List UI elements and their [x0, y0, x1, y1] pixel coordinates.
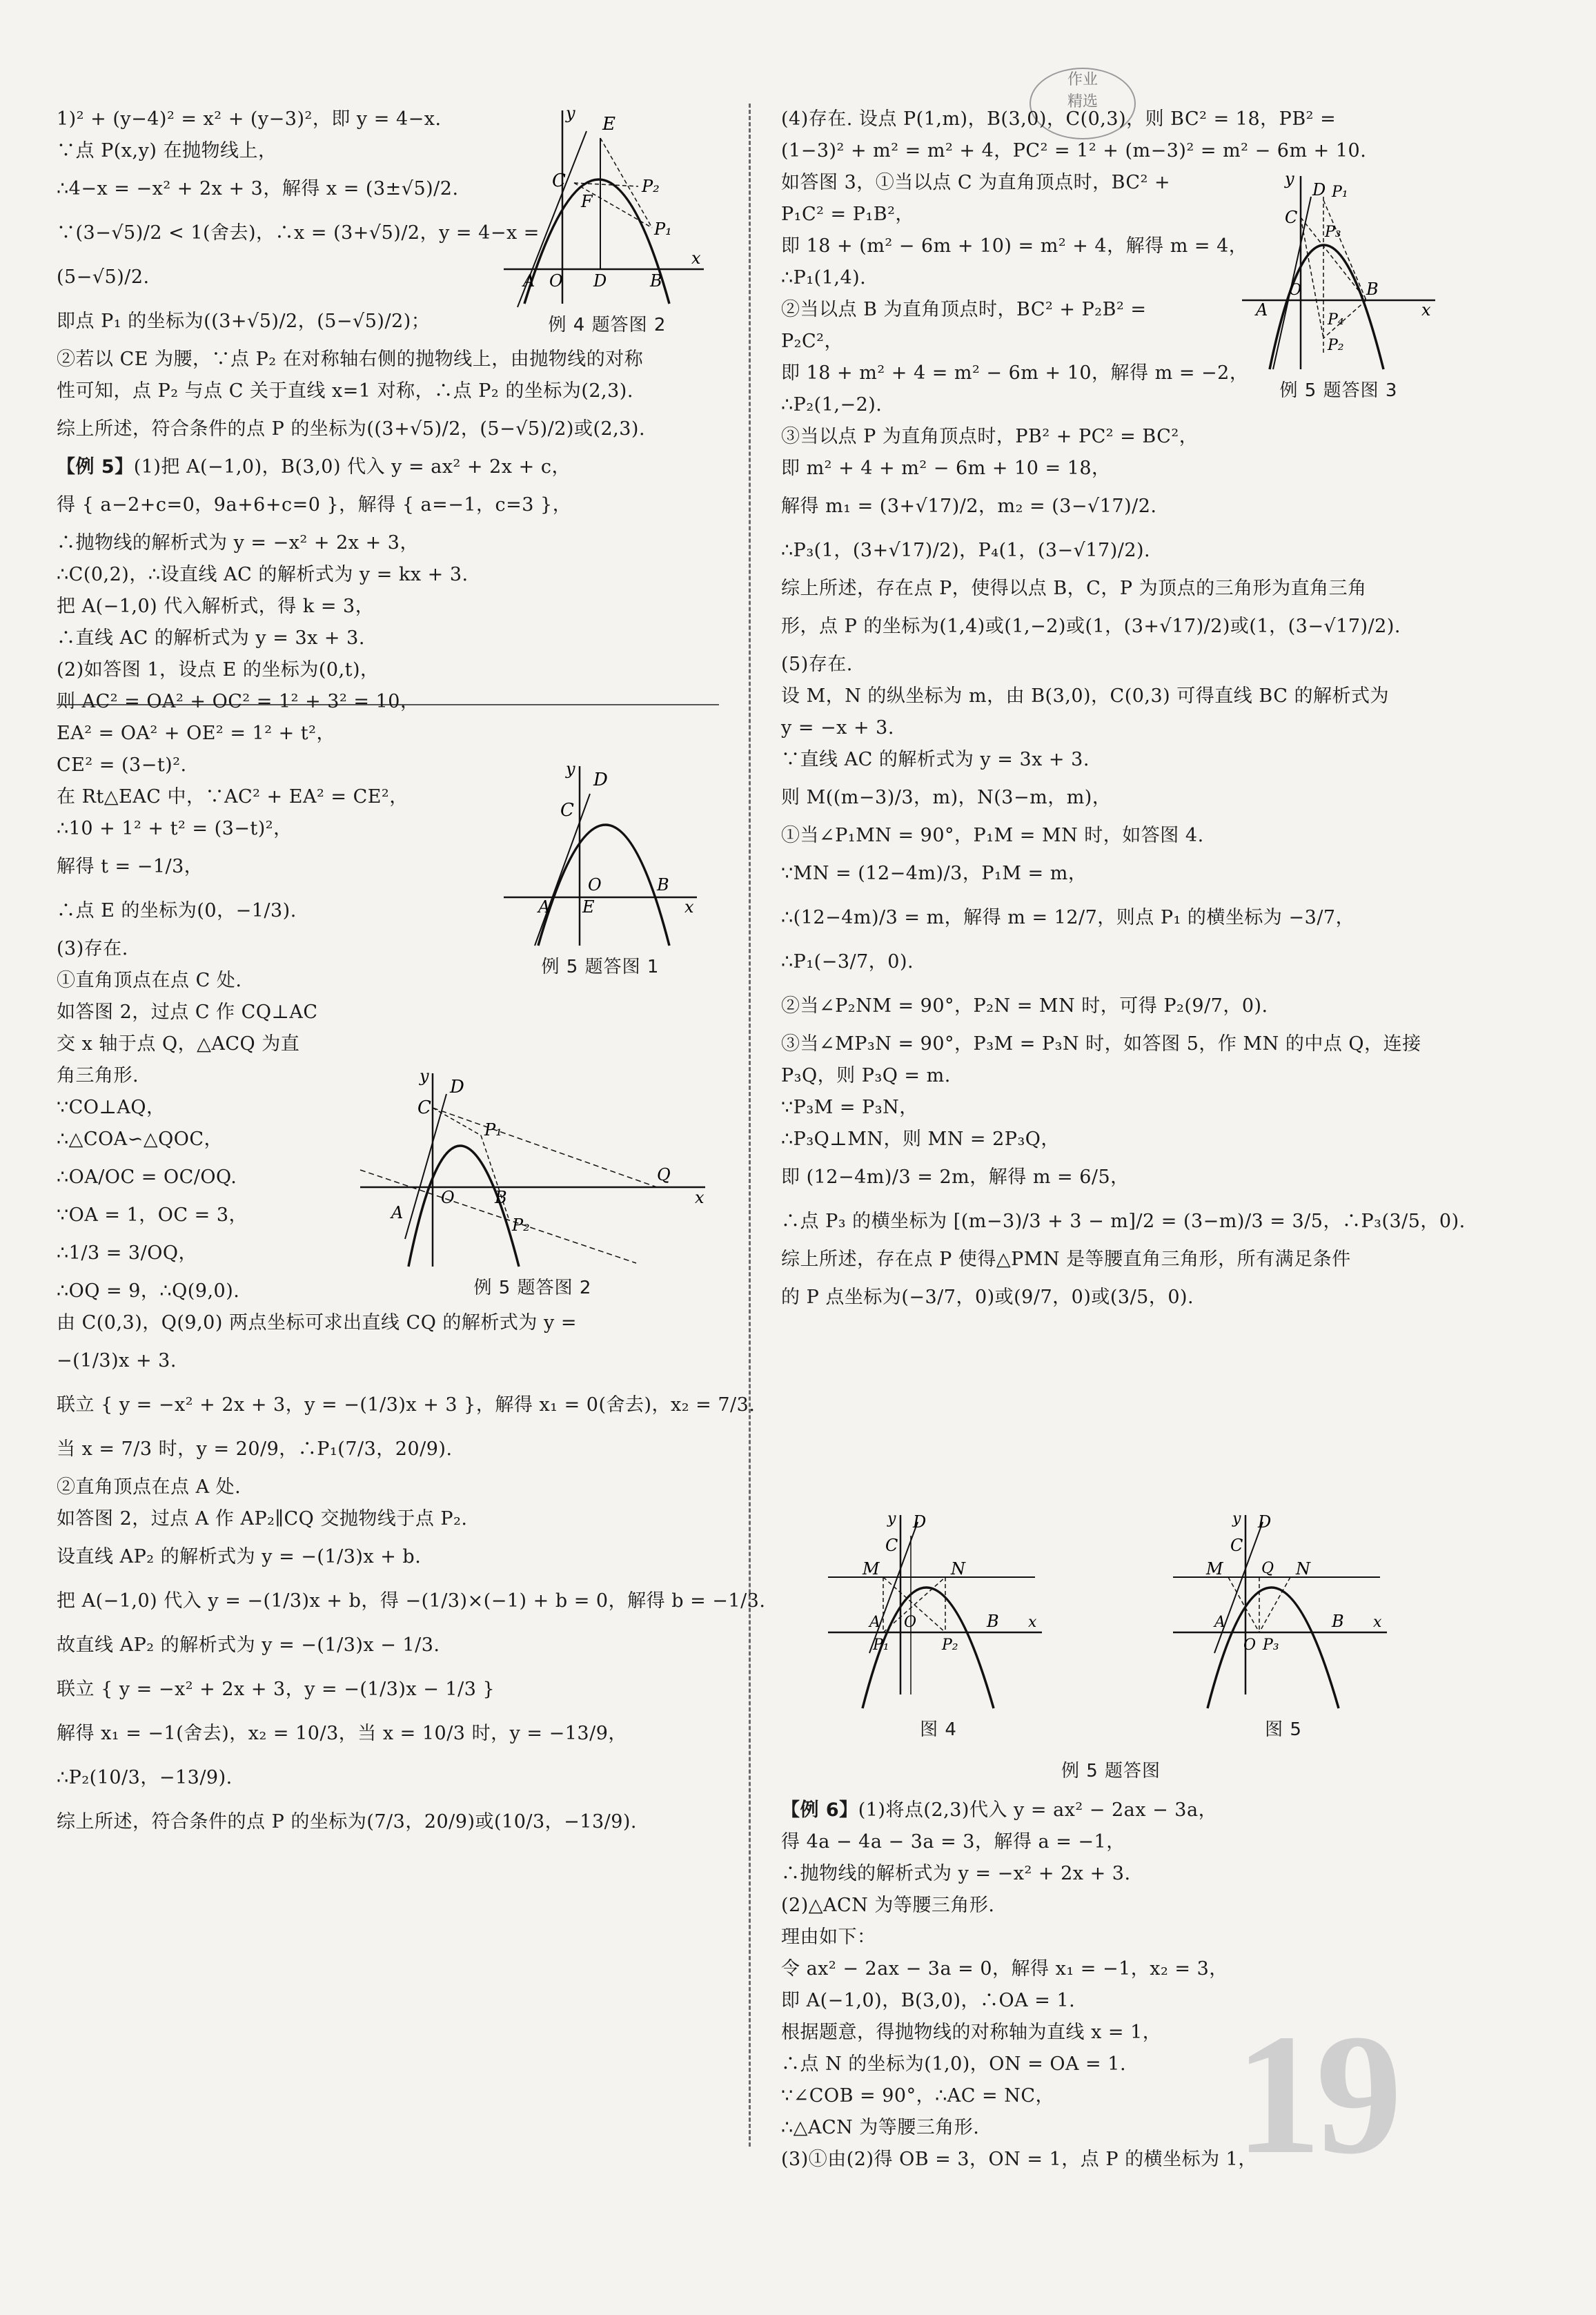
- text-line: ∴OA/OC = OC/OQ.: [57, 1166, 237, 1188]
- text-line: 设直线 AP₂ 的解析式为 y = −(1/3)x + b.: [57, 1546, 422, 1567]
- text-line: 理由如下：: [781, 1926, 876, 1948]
- label-y: y: [420, 1066, 429, 1086]
- text-line: ∴P₂(1,−2).: [781, 394, 883, 416]
- caption-ex5-2: 例 5 题答图 2: [473, 1278, 592, 1298]
- text-line: EA² = OA² + OE² = 1² + t²，: [57, 723, 335, 744]
- label-P2: P₂: [512, 1215, 530, 1235]
- text-line: 的 P 点坐标为(−3/7，0)或(9/7，0)或(3/5，0).: [781, 1287, 1194, 1308]
- stamp-line-1: 作业: [1067, 71, 1098, 88]
- ex4-graph: [497, 104, 718, 311]
- text-line: 即 m² + 4 + m² − 6m + 10 = 18，: [781, 458, 1111, 479]
- label-O: O: [441, 1188, 455, 1207]
- label-x: x: [1373, 1614, 1382, 1631]
- text-line: CE² = (3−t)².: [57, 754, 187, 776]
- text-line: P₃Q，则 P₃Q = m.: [781, 1065, 951, 1086]
- text-line: 当 x = 7/3 时，y = 20/9，∴P₁(7/3，20/9).: [57, 1438, 453, 1460]
- text-line: ∴P₁(1,4).: [781, 267, 867, 289]
- label-Q: Q: [657, 1165, 671, 1184]
- label-P1: P₁: [1332, 184, 1348, 201]
- label-P3: P₃: [1325, 224, 1341, 241]
- text-line: 即点 P₁ 的坐标为((3+√5)/2，(5−√5)/2)；: [57, 311, 431, 332]
- text-line: 性可知，点 P₂ 与点 C 关于直线 x=1 对称，∴点 P₂ 的坐标为(2,3).: [57, 380, 633, 402]
- text-line: (1)将点(2,3)代入 y = ax² − 2ax − 3a，: [858, 1799, 1218, 1821]
- label-C: C: [1230, 1536, 1243, 1555]
- text-line: ∴(12−4m)/3 = m，解得 m = 12/7，则点 P₁ 的横坐标为 −3/7，: [781, 907, 1355, 928]
- text-line: 即 A(−1,0)，B(3,0)，∴OA = 1.: [781, 1990, 1076, 2011]
- label-D: D: [450, 1077, 464, 1097]
- text-line: (3)①由(2)得 OB = 3，ON = 1，点 P 的横坐标为 1，: [781, 2149, 1257, 2170]
- text-line: (1)把 A(−1,0)，B(3,0) 代入 y = ax² + 2x + c，: [133, 456, 571, 478]
- text-line: ∵直线 AC 的解析式为 y = 3x + 3.: [781, 749, 1090, 770]
- text-line: 在 Rt△EAC 中，∵AC² + EA² = CE²，: [57, 786, 408, 808]
- caption-ex5-3: 例 5 题答图 3: [1279, 380, 1398, 401]
- label-P2: P₂: [1328, 337, 1344, 354]
- text-line: 则 M((m−3)/3，m)，N(3−m，m)，: [781, 787, 1112, 808]
- text-line: (2)如答图 1，设点 E 的坐标为(0,t)，: [57, 659, 380, 681]
- text-line: ∵CO⊥AQ，: [57, 1097, 166, 1118]
- text-line: 综上所述，存在点 P，使得以点 B，C，P 为顶点的三角形为直角三角: [781, 578, 1367, 599]
- text-line: ∴10 + 1² + t² = (3−t)²，: [57, 818, 293, 839]
- label-N: N: [1296, 1559, 1310, 1579]
- text-line: 角三角形.: [57, 1065, 139, 1086]
- label-P1: P₁: [484, 1120, 502, 1140]
- text-line: ∴点 P₃ 的横坐标为 [(m−3)/3 + 3 − m]/2 = (3−m)/3 = 3/5，∴P₃(3/5，0).: [781, 1211, 1466, 1232]
- text-line: ②当∠P₂NM = 90°，P₂N = MN 时，可得 P₂(9/7，0).: [781, 995, 1268, 1017]
- page-number: 19: [1235, 1999, 1397, 2190]
- text-line: 即 18 + m² + 4 = m² − 6m + 10，解得 m = −2，: [781, 362, 1249, 384]
- label-y: y: [1285, 169, 1294, 188]
- text-line: 综上所述，存在点 P 使得△PMN 是等腰直角三角形，所有满足条件: [781, 1249, 1351, 1270]
- text-line: 把 A(−1,0) 代入解析式，得 k = 3，: [57, 596, 375, 617]
- label-P4: P₄: [1328, 311, 1344, 329]
- text-line: −(1/3)x + 3.: [57, 1350, 177, 1371]
- label-A: A: [391, 1203, 404, 1222]
- text-line: ∴C(0,2)，∴设直线 AC 的解析式为 y = kx + 3.: [57, 564, 469, 585]
- text-line: ∵(3−√5)/2 < 1(舍去)，∴x = (3+√5)/2，y = 4−x =: [57, 222, 540, 244]
- label-y: y: [887, 1510, 896, 1527]
- label-P3: P₃: [1263, 1637, 1279, 1654]
- text-line: ③当∠MP₃N = 90°，P₃M = P₃N 时，如答图 5，作 MN 的中点 Q，连接: [781, 1033, 1421, 1055]
- label-x: x: [691, 248, 701, 268]
- text-line: 得 { a−2+c=0，9a+6+c=0 }，解得 { a=−1，c=3 }，: [57, 494, 572, 516]
- label-y: y: [566, 104, 575, 123]
- example-6-label: 【例 6】: [781, 1799, 858, 1821]
- graph-5: [1166, 1508, 1401, 1715]
- text-line: 把 A(−1,0) 代入 y = −(1/3)x + b，得 −(1/3)×(−1) + b = 0，解得 b = −1/3.: [57, 1590, 766, 1612]
- caption-ex5-1: 例 5 题答图 1: [541, 957, 660, 977]
- text-line: (4)存在. 设点 P(1,m)，B(3,0)，C(0,3)，则 BC² = 18，PB² =: [781, 108, 1337, 130]
- text-line: ∵P₃M = P₃N，: [781, 1097, 918, 1118]
- figure-4: [821, 1508, 1056, 1741]
- label-M: M: [863, 1559, 880, 1579]
- label-Q: Q: [1261, 1560, 1274, 1577]
- text-line: ∴△COA∽△QOC，: [57, 1129, 224, 1150]
- label-C: C: [552, 170, 566, 191]
- label-F: F: [581, 192, 593, 211]
- stamp-line-2: 精选: [1067, 93, 1098, 110]
- text-line: (1−3)² + m² = m² + 4，PC² = 1² + (m−3)² = m² − 6m + 10.: [781, 140, 1367, 162]
- text-line: P₂C²，: [781, 331, 843, 352]
- label-x: x: [695, 1188, 705, 1207]
- caption-fig5: 图 5: [1265, 1719, 1302, 1740]
- label-C: C: [560, 800, 574, 821]
- label-D: D: [1258, 1512, 1272, 1532]
- text-line: 联立 { y = −x² + 2x + 3，y = −(1/3)x − 1/3 }: [57, 1679, 495, 1700]
- text-line: ①当∠P₁MN = 90°，P₁M = MN 时，如答图 4.: [781, 825, 1204, 846]
- parabola: [538, 825, 669, 946]
- ex5-graph-3: [1235, 169, 1442, 376]
- figure-5: [1166, 1508, 1401, 1741]
- label-E: E: [582, 897, 595, 917]
- text-line: 由 C(0,3)，Q(9,0) 两点坐标可求出直线 CQ 的解析式为 y =: [57, 1312, 577, 1334]
- text-line: (3)存在.: [57, 938, 128, 959]
- dash-p1b: [1323, 200, 1366, 300]
- ex5-graph-1: [497, 759, 704, 953]
- text-line: ∴P₁(−3/7，0).: [781, 951, 914, 973]
- text-line: 即 (12−4m)/3 = 2m，解得 m = 6/5，: [781, 1166, 1130, 1188]
- text-line: ∴直线 AC 的解析式为 y = 3x + 3.: [57, 627, 365, 649]
- label-O: O: [1243, 1637, 1257, 1654]
- caption-ex4-2: 例 4 题答图 2: [548, 315, 667, 335]
- label-B: B: [495, 1188, 507, 1207]
- label-B: B: [650, 271, 662, 291]
- text-line: 如答图 2，过点 A 作 AP₂∥CQ 交抛物线于点 P₂.: [57, 1508, 468, 1530]
- label-N: N: [951, 1559, 965, 1579]
- label-B: B: [657, 875, 669, 895]
- label-O: O: [549, 271, 563, 291]
- label-E: E: [602, 114, 615, 135]
- label-x: x: [1421, 300, 1431, 320]
- label-A: A: [523, 271, 535, 291]
- label-P1: P₁: [873, 1637, 889, 1654]
- example-6-first-line: [781, 1795, 1237, 1826]
- text-line: 综上所述，符合条件的点 P 的坐标为((3+√5)/2，(5−√5)/2)或(2,3).: [57, 418, 646, 440]
- text-line: ∴P₂(10/3，−13/9).: [57, 1767, 233, 1788]
- example-5-first-line: [57, 451, 719, 483]
- text-line: (5)存在.: [781, 654, 853, 675]
- text-line: 解得 x₁ = −1(舍去)，x₂ = 10/3，当 x = 10/3 时，y = −13/9，: [57, 1723, 627, 1744]
- figure-ex5-1: [497, 759, 704, 978]
- text-line: 形，点 P 的坐标为(1,4)或(1,−2)或(1，(3+√17)/2)或(1，(3−√17)/2).: [781, 616, 1401, 637]
- text-line: ①直角顶点在点 C 处.: [57, 970, 242, 991]
- dash-cp1: [433, 1108, 481, 1135]
- label-B: B: [1366, 280, 1379, 299]
- text-line: 交 x 轴于点 Q，△ACQ 为直: [57, 1033, 300, 1055]
- label-B: B: [1332, 1612, 1344, 1631]
- text-line: 解得 t = −1/3，: [57, 856, 204, 877]
- label-D: D: [913, 1512, 927, 1532]
- text-line: ②当以点 B 为直角顶点时，BC² + P₂B² =: [781, 299, 1147, 320]
- dash-cp2: [1301, 217, 1323, 338]
- text-line: ②直角顶点在点 A 处.: [57, 1476, 242, 1498]
- text-line: 综上所述，符合条件的点 P 的坐标为(7/3，20/9)或(10/3，−13/9).: [57, 1811, 638, 1833]
- label-C: C: [417, 1097, 431, 1118]
- caption-fig4: 图 4: [920, 1719, 957, 1740]
- label-O: O: [904, 1614, 917, 1631]
- text-line: ∴抛物线的解析式为 y = −x² + 2x + 3.: [781, 1863, 1131, 1884]
- text-line: P₁C² = P₁B²，: [781, 204, 914, 225]
- text-line: 解得 m₁ = (3+√17)/2，m₂ = (3−√17)/2.: [781, 496, 1157, 517]
- column-divider: [749, 104, 751, 2147]
- text-line: ∵∠COB = 90°，∴AC = NC，: [781, 2085, 1054, 2107]
- label-O: O: [588, 875, 602, 895]
- text-line: ∴点 E 的坐标为(0，−1/3).: [57, 900, 297, 921]
- graph-4: [821, 1508, 1056, 1715]
- figure-ex5-2: [353, 1066, 712, 1299]
- label-x: x: [684, 897, 694, 917]
- text-line: 如答图 3，①当以点 C 为直角顶点时，BC² +: [781, 172, 1171, 193]
- label-A: A: [869, 1614, 880, 1631]
- label-C: C: [885, 1536, 898, 1555]
- figure-ex4-2: [497, 104, 718, 336]
- text-line: ∴抛物线的解析式为 y = −x² + 2x + 3，: [57, 532, 419, 554]
- label-P2: P₂: [642, 177, 660, 196]
- label-y: y: [566, 759, 575, 779]
- text-line: ∴△ACN 为等腰三角形.: [781, 2117, 980, 2138]
- text-line: ∵OA = 1，OC = 3，: [57, 1204, 248, 1226]
- dash-np3: [1259, 1577, 1290, 1632]
- text-line: 得 4a − 4a − 3a = 3，解得 a = −1，: [781, 1831, 1125, 1853]
- label-D: D: [593, 770, 608, 790]
- ex5-graph-2: [353, 1066, 712, 1273]
- text-line: 即 18 + (m² − 6m + 10) = m² + 4，解得 m = 4，: [781, 235, 1248, 257]
- text-line: 设 M，N 的纵坐标为 m，由 B(3,0)，C(0,3) 可得直线 BC 的解析式为: [781, 685, 1389, 707]
- label-M: M: [1206, 1559, 1223, 1579]
- text-line: ∵MN = (12−4m)/3，P₁M = m，: [781, 863, 1087, 884]
- label-B: B: [987, 1612, 999, 1631]
- text-line: ∴P₃(1，(3+√17)/2)，P₄(1，(3−√17)/2).: [781, 540, 1151, 561]
- caption-ex5-figs: 例 5 题答图: [1061, 1761, 1161, 1781]
- text-line: 令 ax² − 2ax − 3a = 0，解得 x₁ = −1，x₂ = 3，: [781, 1958, 1228, 1980]
- label-A: A: [1214, 1614, 1225, 1631]
- label-A: A: [538, 897, 551, 917]
- text-line: ∴OQ = 9，∴Q(9,0).: [57, 1280, 240, 1302]
- label-C: C: [1285, 208, 1298, 227]
- text-line: y = −x + 3.: [781, 717, 894, 739]
- label-A: A: [1256, 300, 1268, 320]
- text-line: 则 AC² = OA² + OC² = 1² + 3² = 10，: [57, 691, 420, 712]
- label-D: D: [593, 271, 607, 291]
- label-P1: P₁: [654, 219, 672, 239]
- text-line: ∴4−x = −x² + 2x + 3，解得 x = (3±√5)/2.: [57, 178, 459, 199]
- figure-ex5-3: [1235, 169, 1442, 402]
- label-y: y: [1232, 1510, 1241, 1527]
- example-5-label: 【例 5】: [57, 456, 134, 478]
- text-line: (2)△ACN 为等腰三角形.: [781, 1895, 995, 1916]
- text-line: ③当以点 P 为直角顶点时，PB² + PC² = BC²，: [781, 426, 1199, 447]
- text-line: 如答图 2，过点 C 作 CQ⊥AC: [57, 1002, 318, 1023]
- text-line: 联立 { y = −x² + 2x + 3，y = −(1/3)x + 3 }，解得 x₁ = 0(舍去)，x₂ = 7/3.: [57, 1394, 756, 1416]
- text-line: 1)² + (y−4)² = x² + (y−3)²，即 y = 4−x.: [57, 108, 442, 130]
- text-line: ②若以 CE 为腰，∵点 P₂ 在对称轴右侧的抛物线上，由抛物线的对称: [57, 349, 644, 370]
- text-line: (5−√5)/2.: [57, 266, 150, 288]
- text-line: ∵点 P(x,y) 在抛物线上，: [57, 140, 277, 162]
- label-P2: P₂: [942, 1637, 958, 1654]
- label-x: x: [1028, 1614, 1037, 1631]
- text-line: ∴1/3 = 3/OQ，: [57, 1242, 197, 1264]
- label-O: O: [1289, 282, 1302, 299]
- example-6-block: [781, 1795, 1257, 2176]
- label-D: D: [1312, 180, 1326, 199]
- text-line: ∴点 N 的坐标为(1,0)，ON = OA = 1.: [781, 2053, 1127, 2075]
- text-line: 故直线 AP₂ 的解析式为 y = −(1/3)x − 1/3.: [57, 1634, 440, 1656]
- text-line: ∴P₃Q⊥MN，则 MN = 2P₃Q，: [781, 1129, 1060, 1150]
- text-line: 根据题意，得抛物线的对称轴为直线 x = 1，: [781, 2022, 1162, 2043]
